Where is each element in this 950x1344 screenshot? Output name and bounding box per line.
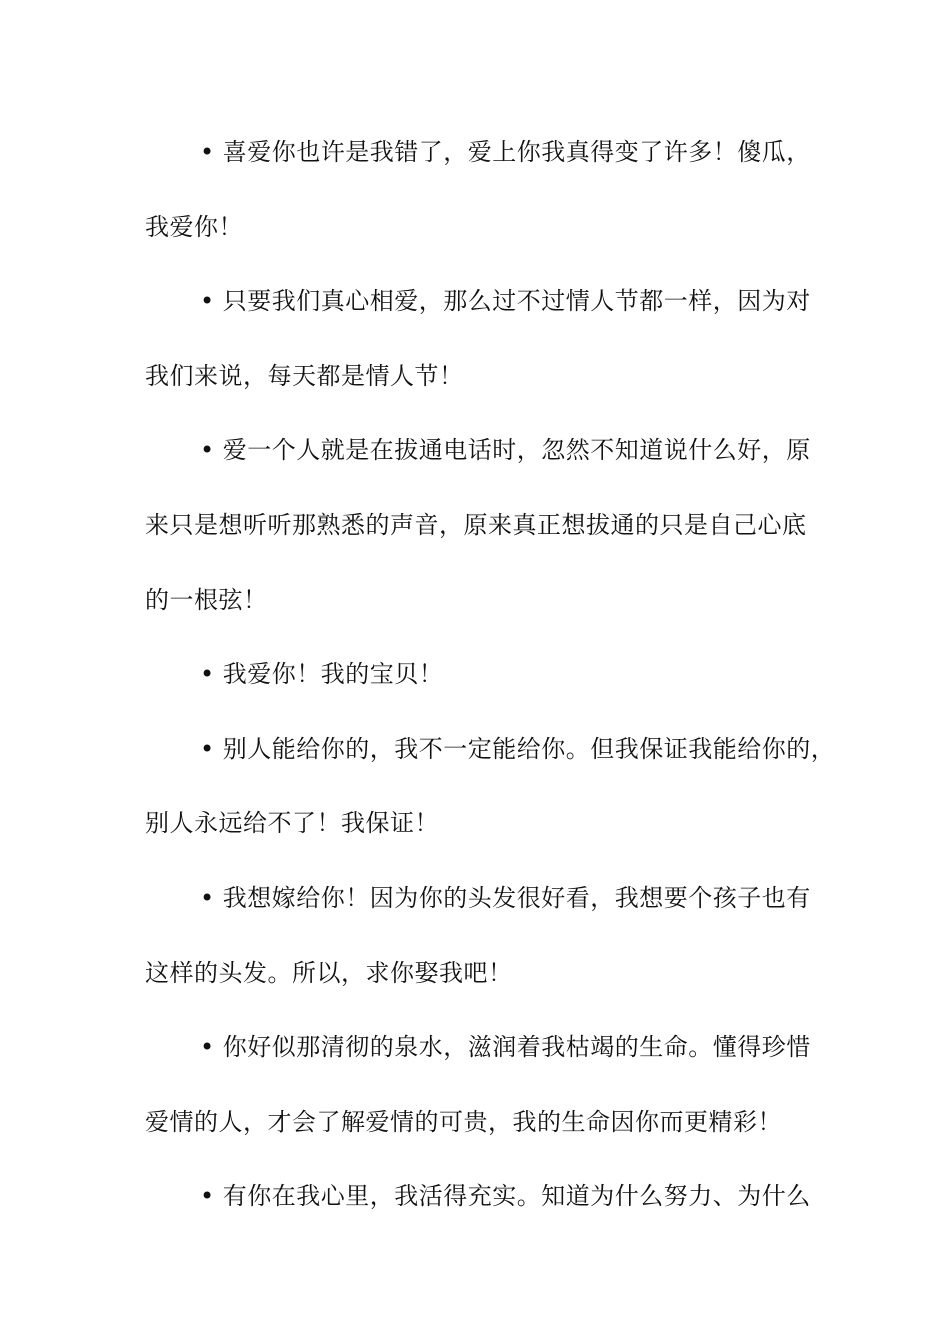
paragraph-6-line-2: 这样的头发。所以，求你娶我吧！: [145, 959, 513, 987]
paragraph-1-line-2: 我爱你！: [145, 213, 243, 241]
paragraph-5-line-2: 别人永远给不了！我保证！: [145, 809, 439, 837]
paragraph-2-line-2: 我们来说，每天都是情人节！: [145, 362, 464, 390]
paragraph-5-line-1: • 别人能给你的，我不一定能给你。但我保证我能给你的，: [200, 735, 836, 763]
paragraph-2-line-1: • 只要我们真心相爱，那么过不过情人节都一样，因为对: [200, 287, 811, 315]
paragraph-8-line-1: • 有你在我心里，我活得充实。知道为什么努力、为什么: [200, 1182, 811, 1210]
paragraph-7-line-2: 爱情的人，才会了解爱情的可贵，我的生命因你而更精彩！: [145, 1108, 782, 1136]
paragraph-3-line-1: • 爱一个人就是在拔通电话时，忽然不知道说什么好，原: [200, 436, 811, 464]
paragraph-3-line-3: 的一根弦！: [145, 586, 268, 614]
paragraph-4-line-1: • 我爱你！我的宝贝！: [200, 660, 444, 688]
paragraph-1-line-1: • 喜爱你也许是我错了，爱上你我真得变了许多！傻瓜，: [200, 138, 811, 166]
paragraph-7-line-1: • 你好似那清彻的泉水，滋润着我枯竭的生命。懂得珍惜: [200, 1033, 811, 1061]
paragraph-6-line-1: • 我想嫁给你！因为你的头发很好看，我想要个孩子也有: [200, 884, 811, 912]
paragraph-3-line-2: 来只是想听听那熟悉的声音，原来真正想拔通的只是自己心底: [145, 511, 807, 539]
